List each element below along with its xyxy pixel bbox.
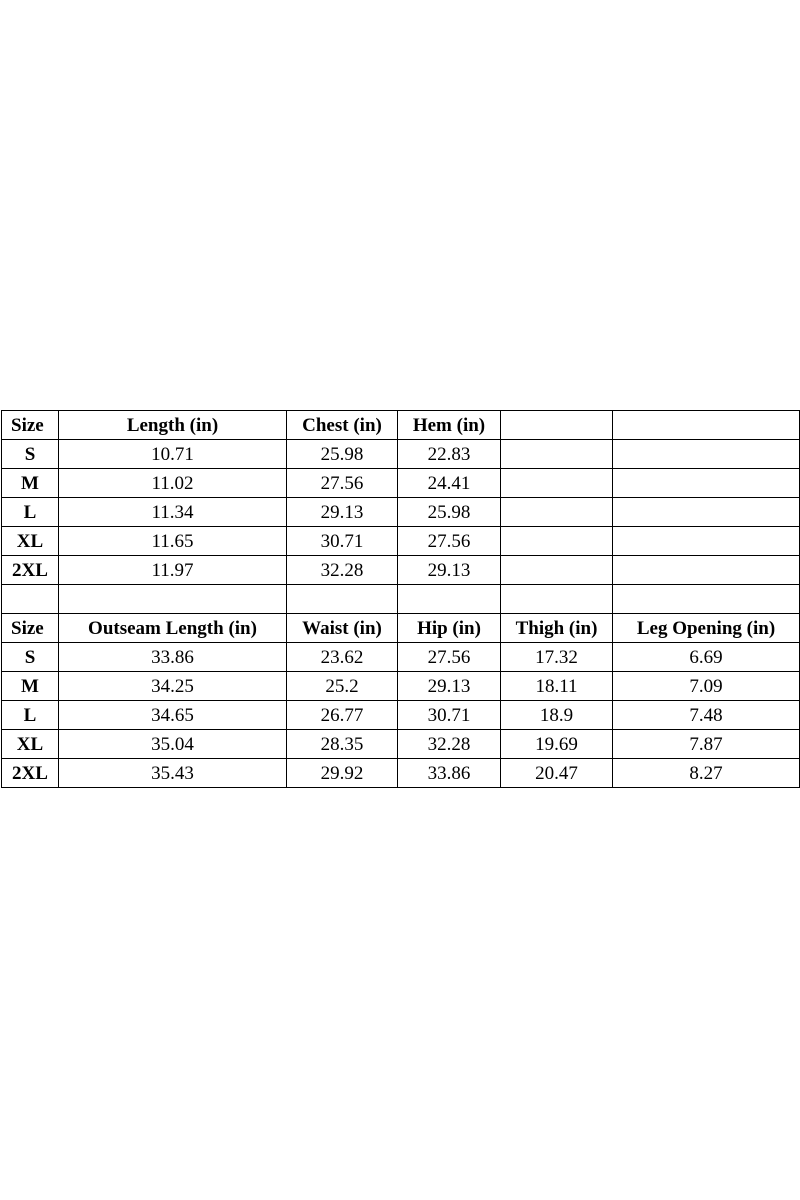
top-table-row (2, 469, 800, 498)
measurement-cell: 35.04 (59, 730, 287, 759)
measurement-cell (613, 585, 800, 614)
column-header: Leg Opening (in) (613, 614, 800, 643)
measurement-cell: 34.25 (59, 672, 287, 701)
size-label-cell: L (2, 701, 59, 730)
size-label-cell: S (2, 440, 59, 469)
measurement-cell: 30.71 (398, 701, 501, 730)
measurement-cell: 25.2 (287, 672, 398, 701)
measurement-cell: 27.56 (398, 643, 501, 672)
size-label-cell: 2XL (2, 556, 59, 585)
measurement-cell: 22.83 (398, 440, 501, 469)
measurement-cell (501, 527, 613, 556)
size-chart-table (1, 410, 800, 788)
measurement-cell: 6.69 (613, 643, 800, 672)
top-table-row (2, 498, 800, 527)
measurement-cell: 25.98 (287, 440, 398, 469)
top-table-row (2, 527, 800, 556)
top-table-row (2, 556, 800, 585)
bottom-table-row (2, 701, 800, 730)
measurement-cell: 29.13 (398, 672, 501, 701)
measurement-cell: 17.32 (501, 643, 613, 672)
spacer-row (2, 585, 800, 614)
column-header: Length (in) (59, 411, 287, 440)
column-header: Hip (in) (398, 614, 501, 643)
measurement-cell: 34.65 (59, 701, 287, 730)
top-table-row (2, 440, 800, 469)
measurement-cell: 11.34 (59, 498, 287, 527)
measurement-cell (613, 498, 800, 527)
bottom-table-row (2, 759, 800, 788)
measurement-cell: 30.71 (287, 527, 398, 556)
column-header: Thigh (in) (501, 614, 613, 643)
measurement-cell: 7.87 (613, 730, 800, 759)
measurement-cell: 29.13 (287, 498, 398, 527)
measurement-cell (501, 469, 613, 498)
measurement-cell: 10.71 (59, 440, 287, 469)
bottom-table-row (2, 730, 800, 759)
column-header: Size (2, 411, 59, 440)
column-header: Chest (in) (287, 411, 398, 440)
measurement-cell: 8.27 (613, 759, 800, 788)
measurement-cell: 28.35 (287, 730, 398, 759)
measurement-cell (398, 585, 501, 614)
size-chart-body (2, 411, 800, 788)
measurement-cell (613, 527, 800, 556)
measurement-cell: 32.28 (398, 730, 501, 759)
measurement-cell (501, 585, 613, 614)
column-header: Waist (in) (287, 614, 398, 643)
size-label-cell: S (2, 643, 59, 672)
measurement-cell (501, 556, 613, 585)
measurement-cell: 11.97 (59, 556, 287, 585)
measurement-cell: 7.09 (613, 672, 800, 701)
measurement-cell: 18.11 (501, 672, 613, 701)
size-label-cell: 2XL (2, 759, 59, 788)
bottom-table-row (2, 672, 800, 701)
measurement-cell (59, 585, 287, 614)
measurement-cell (501, 440, 613, 469)
measurement-cell: 32.28 (287, 556, 398, 585)
size-label-cell: M (2, 469, 59, 498)
measurement-cell: 7.48 (613, 701, 800, 730)
column-header (501, 411, 613, 440)
measurement-cell: 27.56 (398, 527, 501, 556)
measurement-cell: 19.69 (501, 730, 613, 759)
bottom-table-header-row (2, 614, 800, 643)
measurement-cell (287, 585, 398, 614)
measurement-cell: 23.62 (287, 643, 398, 672)
measurement-cell: 35.43 (59, 759, 287, 788)
size-label-cell: XL (2, 527, 59, 556)
measurement-cell: 33.86 (398, 759, 501, 788)
size-label-cell: M (2, 672, 59, 701)
bottom-table-row (2, 643, 800, 672)
measurement-cell: 24.41 (398, 469, 501, 498)
measurement-cell: 27.56 (287, 469, 398, 498)
measurement-cell: 25.98 (398, 498, 501, 527)
measurement-cell (613, 469, 800, 498)
column-header: Hem (in) (398, 411, 501, 440)
top-table-header-row (2, 411, 800, 440)
measurement-cell: 29.92 (287, 759, 398, 788)
column-header: Outseam Length (in) (59, 614, 287, 643)
size-label-cell: L (2, 498, 59, 527)
size-label-cell: XL (2, 730, 59, 759)
measurement-cell (501, 498, 613, 527)
measurement-cell: 29.13 (398, 556, 501, 585)
size-label-cell (2, 585, 59, 614)
measurement-cell: 33.86 (59, 643, 287, 672)
column-header: Size (2, 614, 59, 643)
column-header (613, 411, 800, 440)
measurement-cell (613, 556, 800, 585)
measurement-cell: 26.77 (287, 701, 398, 730)
measurement-cell: 18.9 (501, 701, 613, 730)
measurement-cell: 11.65 (59, 527, 287, 556)
measurement-cell (613, 440, 800, 469)
measurement-cell: 20.47 (501, 759, 613, 788)
measurement-cell: 11.02 (59, 469, 287, 498)
